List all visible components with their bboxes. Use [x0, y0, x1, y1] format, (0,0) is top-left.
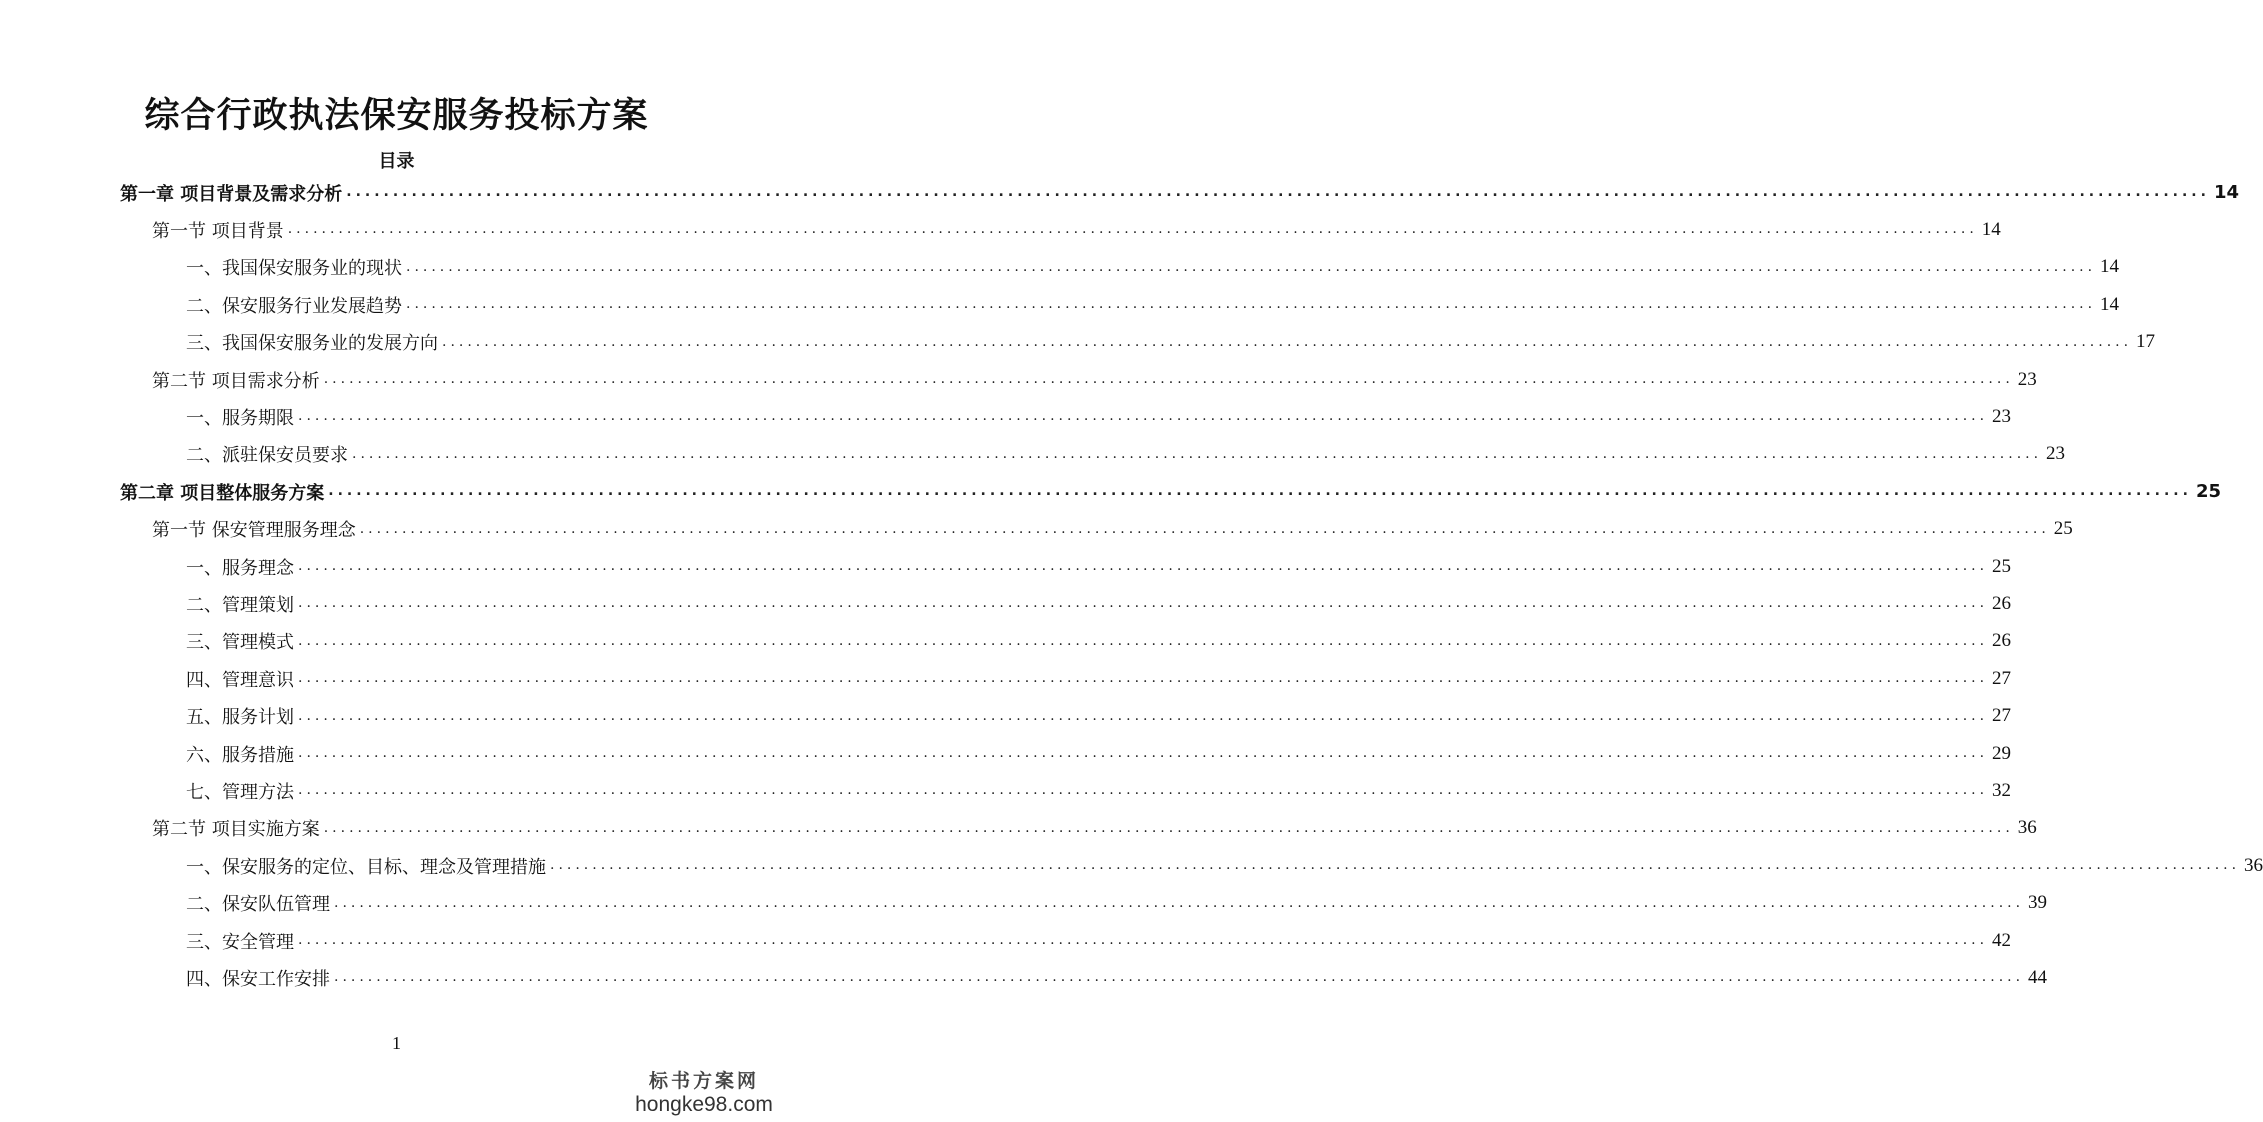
- toc-leader-dots: ........................................................................................................................................................................................................: [442, 333, 2133, 350]
- toc-entry-label: 三、我国保安服务业的发展方向: [186, 333, 438, 355]
- toc-leader-dots: ........................................................................................................................................................................................................: [298, 745, 1989, 761]
- toc-entry-page: 14: [2100, 256, 2120, 278]
- toc-entry[interactable]: [152, 361, 2037, 398]
- toc-entry[interactable]: [186, 885, 2048, 922]
- toc-entry-label: 三、管理模式: [186, 632, 294, 654]
- toc-entry-page: 44: [2028, 966, 2048, 988]
- toc-entry[interactable]: [186, 286, 2120, 323]
- toc-entry-label: 第一节 项目背景: [152, 220, 284, 242]
- toc-entry-label: 第二章 项目整体服务方案: [120, 482, 325, 504]
- toc-entry-label: 一、服务期限: [186, 407, 294, 429]
- toc-entry-page: 14: [1981, 218, 2001, 240]
- toc-entry[interactable]: [186, 585, 2012, 622]
- toc-entry-page: 29: [1992, 742, 2012, 764]
- toc-leader-dots: ........................................................................................................................................................................................................: [334, 894, 2025, 911]
- toc-entry-page: 36: [2244, 854, 2263, 876]
- toc-heading: 目录: [378, 151, 415, 172]
- toc-entry-label: 三、安全管理: [186, 931, 294, 953]
- toc-entry[interactable]: [186, 735, 2012, 772]
- toc-leader-dots: ........................................................................................................................................................................................................: [298, 782, 1989, 799]
- toc-entry[interactable]: [186, 548, 2012, 585]
- watermark-logo: [629, 1066, 779, 1117]
- toc-entry-label: 四、保安工作安排: [186, 968, 330, 990]
- toc-entry-label: 五、服务计划: [186, 707, 294, 729]
- toc-entry-page: 26: [1992, 630, 2012, 652]
- toc-entry-label: 第一节 保安管理服务理念: [152, 520, 356, 542]
- toc-leader-dots: ........................................................................................................................................................................................................: [334, 969, 2025, 986]
- toc-entry-page: 23: [1992, 405, 2012, 427]
- toc-entry[interactable]: [186, 698, 2012, 735]
- document-title: 综合行政执法保安服务投标方案: [144, 95, 649, 136]
- toc-leader-dots: ........................................................................................................................................................................................................: [298, 932, 1989, 948]
- toc-entry[interactable]: [186, 324, 2156, 361]
- toc-leader-dots: ........................................................................................................................................................................................................: [406, 296, 2097, 313]
- page-number: 1: [392, 1033, 401, 1053]
- toc-entry[interactable]: [186, 772, 2012, 809]
- toc-entry-page: 39: [2028, 892, 2048, 914]
- toc-entry-label: 二、派驻保安员要求: [186, 445, 348, 467]
- toc-leader-dots: ........................................................................................................................................................................................................: [359, 520, 2050, 537]
- toc-leader-dots: ........................................................................................................................................................................................................: [406, 258, 2097, 275]
- toc-entry[interactable]: [152, 211, 2001, 248]
- toc-leader-dots: ........................................................................................................................................................................................................: [298, 632, 1989, 649]
- toc-leader-dots: ........................................................................................................................................................................................................: [298, 558, 1989, 574]
- toc-entry-page: 42: [1992, 929, 2012, 951]
- toc-entry-label: 六、服务措施: [186, 744, 294, 766]
- toc-entry-label: 一、我国保安服务业的现状: [186, 258, 402, 280]
- toc-entry-label: 第二节 项目实施方案: [152, 819, 320, 841]
- toc-entry-page: 27: [1992, 705, 2012, 727]
- toc-entry-label: 二、保安队伍管理: [186, 894, 330, 916]
- toc-leader-dots: ........................................................................................................................................................................................................: [323, 371, 2014, 387]
- toc-entry-page: 36: [2017, 817, 2037, 839]
- toc-entry[interactable]: [152, 810, 2037, 847]
- toc-entry-label: 第一章 项目背景及需求分析: [120, 183, 343, 205]
- toc-entry-page: 14: [2213, 182, 2239, 203]
- toc-entry[interactable]: [186, 660, 2012, 697]
- toc-entry[interactable]: [186, 847, 2263, 884]
- toc-leader-dots: ........................................................................................................................................................................................................: [287, 221, 1978, 238]
- toc-leader-dots: ........................................................................................................................................................................................................: [323, 819, 2014, 836]
- toc-entry-label: 一、保安服务的定位、目标、理念及管理措施: [186, 856, 546, 878]
- toc-entry-label: 七、管理方法: [186, 781, 294, 803]
- toc-leader-dots: ........................................................................................................................................................................................................: [298, 707, 1989, 724]
- watermark-url-text: hongke98.com: [635, 1093, 773, 1116]
- toc-entry-page: 32: [1992, 779, 2012, 801]
- toc-entry-label: 一、服务理念: [186, 557, 294, 579]
- toc-entry-page: 25: [1992, 555, 2012, 577]
- toc-entry[interactable]: [120, 174, 2239, 211]
- toc-leader-dots: ........................................................................................................................................................................................................: [346, 184, 2210, 200]
- toc-entry[interactable]: [186, 436, 2066, 473]
- toc-entry-page: 23: [2017, 368, 2037, 390]
- toc-entry[interactable]: [186, 398, 2012, 435]
- toc-leader-dots: ........................................................................................................................................................................................................: [328, 483, 2192, 500]
- watermark-cn-text: 标书方案网: [648, 1070, 759, 1092]
- toc-leader-dots: ........................................................................................................................................................................................................: [352, 445, 2043, 462]
- toc-entry[interactable]: [152, 511, 2073, 548]
- toc-entry[interactable]: [120, 473, 2221, 510]
- toc-entry-page: 26: [1992, 592, 2012, 614]
- toc-leader-dots: ........................................................................................................................................................................................................: [298, 595, 1989, 612]
- toc-entry[interactable]: [186, 922, 2012, 959]
- toc-entry[interactable]: [186, 623, 2012, 660]
- toc-entry-page: 17: [2136, 331, 2156, 353]
- toc-entry[interactable]: [186, 959, 2048, 996]
- toc-entry-label: 四、管理意识: [186, 669, 294, 691]
- toc-entry-page: 25: [2195, 481, 2221, 503]
- toc-entry[interactable]: [186, 249, 2120, 286]
- toc-entry-label: 二、保安服务行业发展趋势: [186, 295, 402, 317]
- toc-leader-dots: ........................................................................................................................................................................................................: [550, 857, 2241, 874]
- toc-leader-dots: ........................................................................................................................................................................................................: [298, 408, 1989, 425]
- toc-entry-label: 二、管理策划: [186, 594, 294, 616]
- toc-entry-page: 23: [2046, 443, 2066, 465]
- toc-leader-dots: ........................................................................................................................................................................................................: [298, 670, 1989, 687]
- toc-entry-page: 27: [1992, 667, 2012, 689]
- toc-entry-page: 25: [2053, 518, 2073, 540]
- toc-entry-label: 第二节 项目需求分析: [152, 370, 320, 392]
- toc-entry-page: 14: [2100, 293, 2120, 315]
